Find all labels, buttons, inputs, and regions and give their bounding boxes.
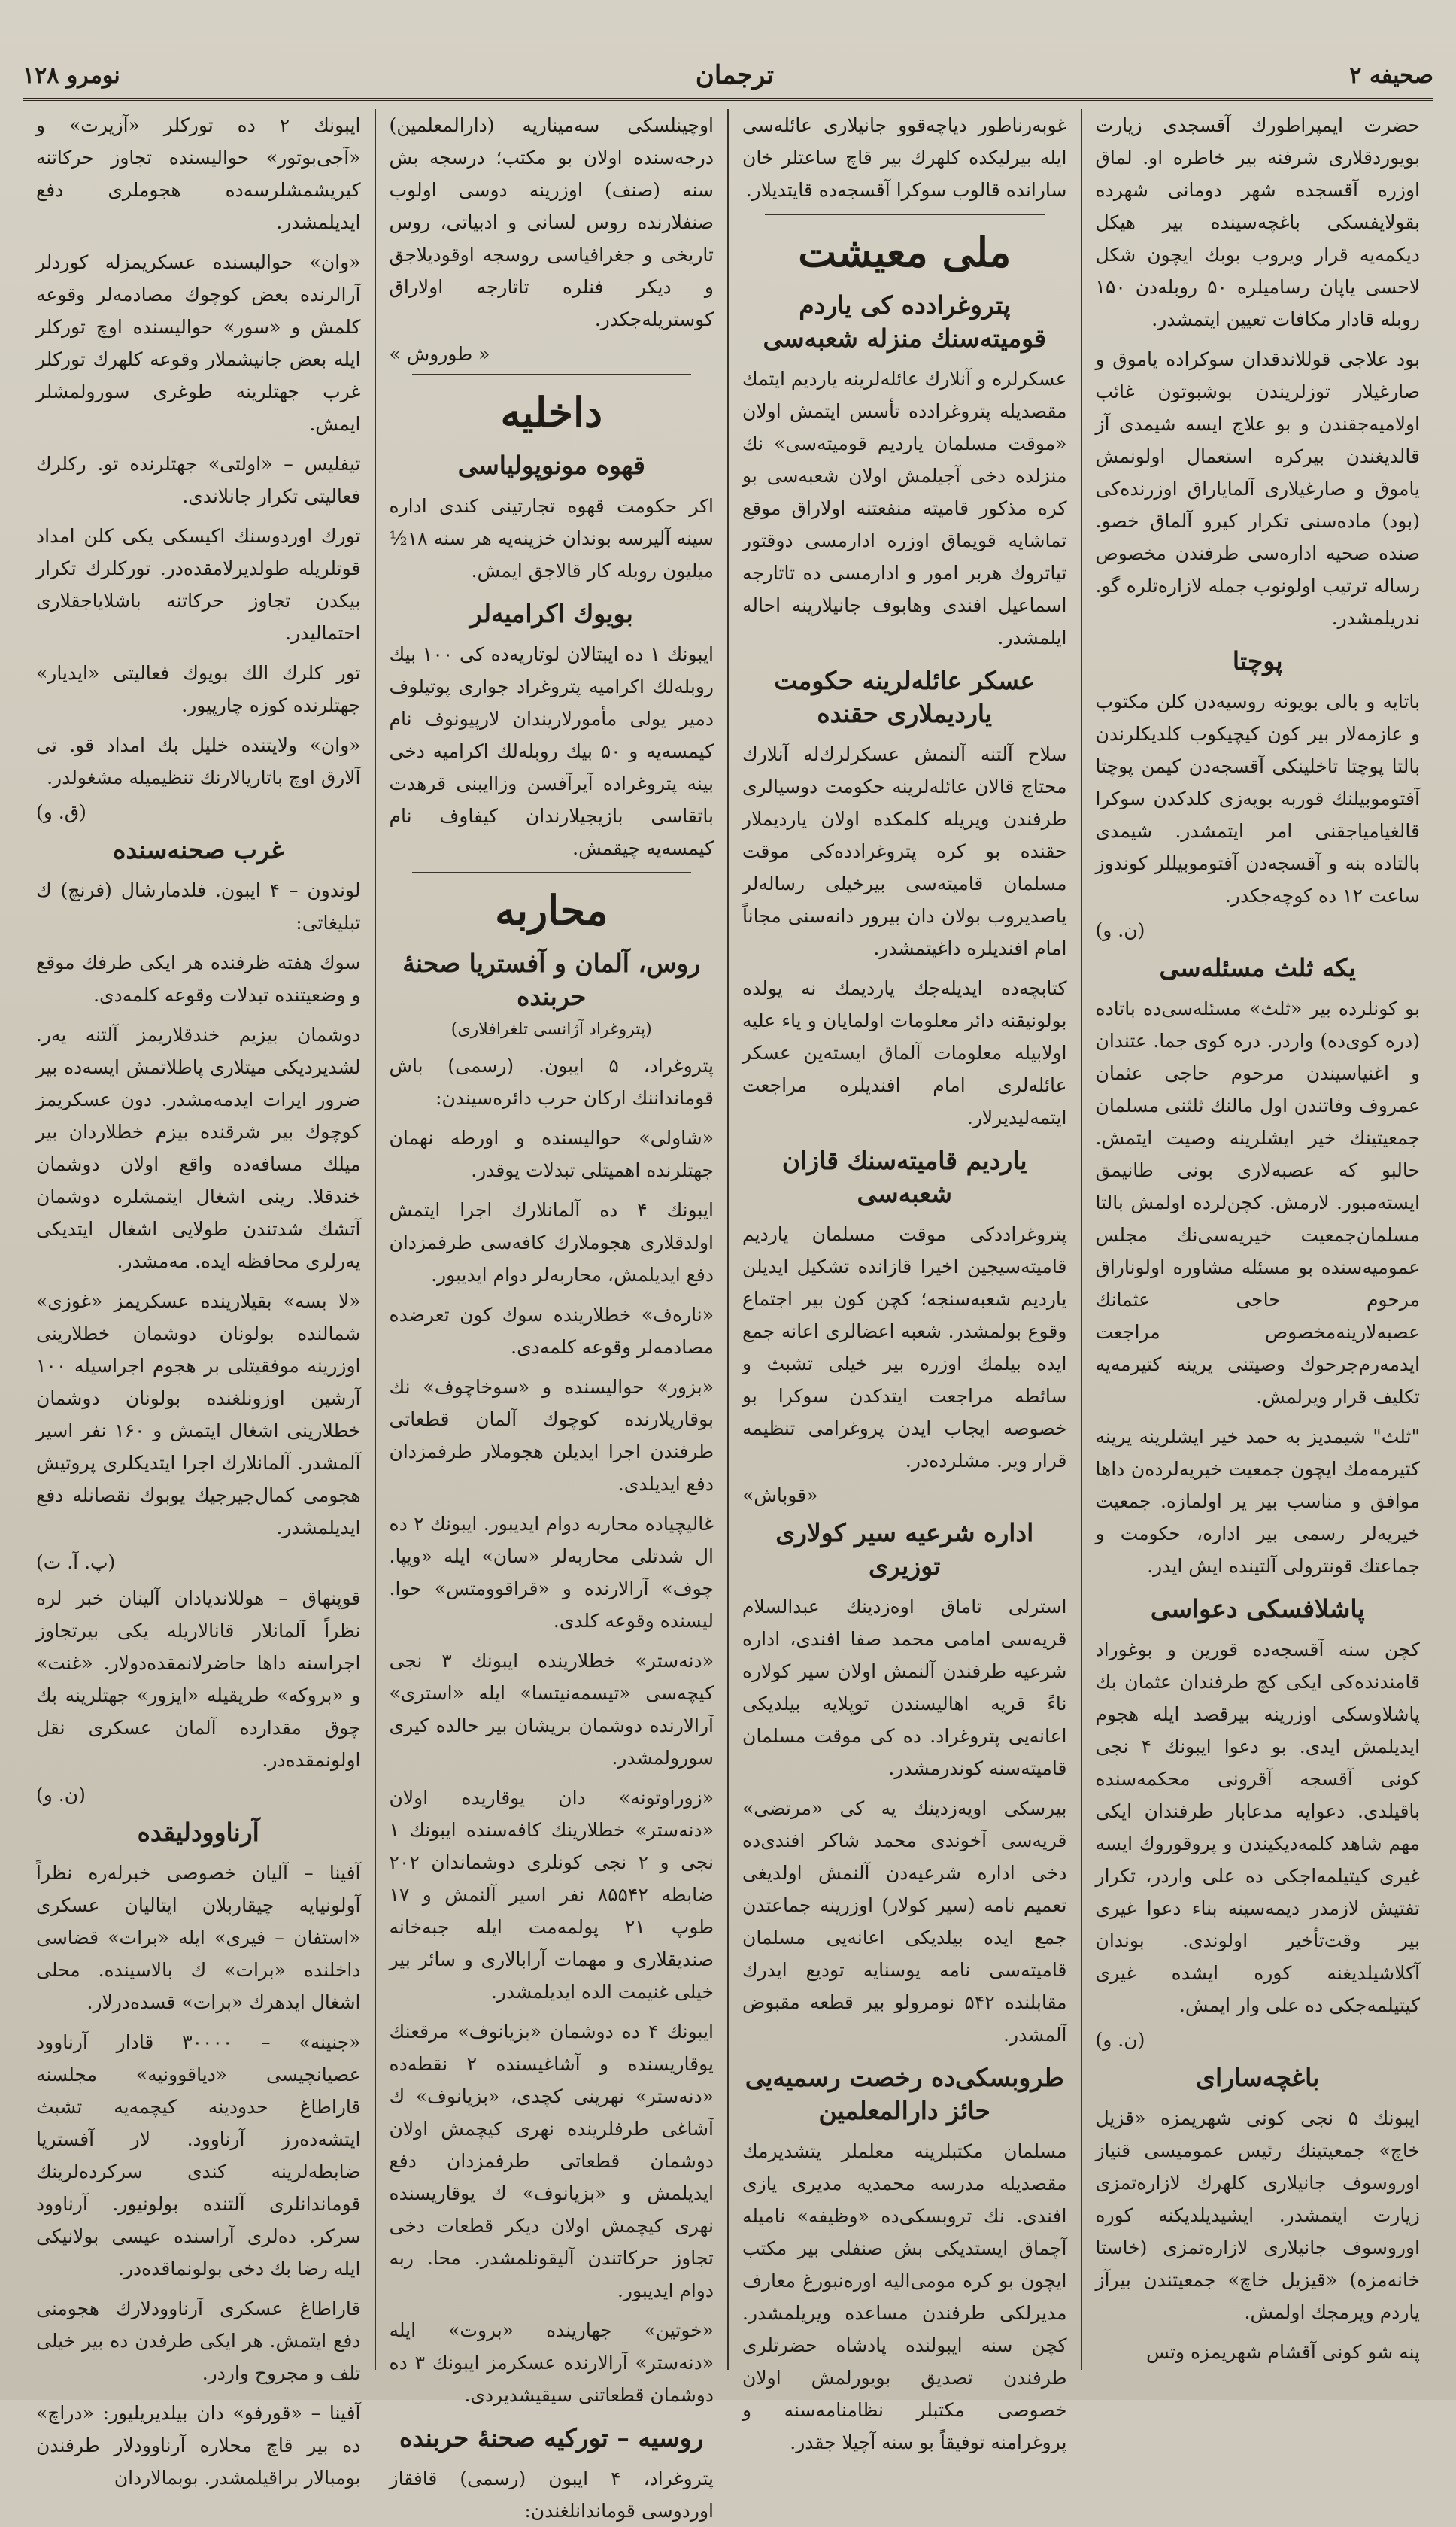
article-signature: «قوباش» <box>742 1484 818 1506</box>
section-heading: غرب صحنه‌سنده <box>113 835 284 864</box>
article-paragraph: ایبونك ۱ ده ایبتالان لوتاریه‌ده كی ۱۰۰ بیك روبله‌لك اكرامیه پتروغراد جواری پوتیلوف دمیر یولی مأمورلاریندان لارپیونوف نام كیمسه‌یه و ۵۰ بیك روبله‌لك اكرامیه دخی بینه پتروغراده آیرآفسن وزاایبنی قرهدت باتقاسی بازیجیلارندان كیفاوف نام كیمسه‌یه چیقمش. <box>389 643 714 859</box>
section-heading: پاشلافسكی دعواسی <box>1150 1594 1365 1623</box>
article-paragraph: بود علاجی قوللاندقدان سوكراده یاموق و صارغیلار توزلریندن بوشبوتون غائب اولامیه‌جقندن و بو علاج ایسه شیمدی آز قالدیغندن بیركره استعمال اولونمش یاموق و صارغیلاری آلمایاراق اوزرنده‌كی (بود) ماده‌سنی تكرار كیرو آلماق خصو. صنده صحیه اداره‌سی طرفندن مخصوص رساله ترتیب اولونوب جمله لازاره‌تلره گو. ندریلمشدر. <box>1095 348 1420 629</box>
section-heading: پوچتا <box>1232 646 1283 676</box>
column-4 <box>23 109 375 2489</box>
article-heading: یاردیم قامیته‌سنك قازان شعبه‌سی <box>781 1146 1027 1208</box>
article-paragraph: لوندون – ۴ ایبون. فلدمارشال (فرنچ) ك تبلیغاتی: <box>36 879 361 934</box>
article-paragraph: اكر حكومت قهوه تجارتینی كندی اداره سینه آلیرسه بوندان خزینه‌یه هر سنه ۱۸½ میلیون روبله كار قالاجق ایمش. <box>389 495 714 582</box>
article-paragraph: عسكرلره و آنلارك عائله‌لرینه یاردیم ایتمك مقصدیله پتروغرادده تأسس ایتمش اولان «موقت مسلمان یاردیم قومیته‌سی» نك منزلده دخی آجیلمش اولان شعبه‌سی‌ بو كره مذكور قامیته منفعتنه اولاراق موقع تماشایه قویماق اوزره ادارمسی دوقتور تیاتروك هربر امور و ادارمسی ده تاتارجه اسماعیل افندی وهابوف جانیلارینه احاله ایلمشدر. <box>742 368 1067 648</box>
article-heading: عسكر عائله‌لرینه حكومت یاردیملاری حقنده <box>774 666 1036 728</box>
divider <box>412 374 692 375</box>
article-paragraph: تور كلرك الك بویوك فعالیتی «ایدیار» جهتلرنده كوزه چارپیور. <box>36 662 361 716</box>
article-paragraph: تیفلیس – «اولتی» جهتلرنده تو. ركلرك فعالیتی تكرار جانلاندی. <box>36 453 361 507</box>
article-paragraph: «وان» ولایتنده خلیل بك امداد قو. تی آلارق اوچ باتاریا‌لارنك تنظیمیله مشغولدر. <box>36 734 361 788</box>
article-signature: (پ. آ. ت) <box>36 1551 116 1573</box>
article-paragraph: غوبه‌رناطور دیاچه‌قوو جانیلاری عائله‌سی ایله بیرلیكده كلهرك بیر قاچ ساعتلر خان سارانده قالوب سوكرا آقسجه‌ده قایتدیلار. <box>742 114 1067 201</box>
divider <box>765 214 1045 215</box>
section-heading: آرناوودلیقده <box>137 1818 259 1847</box>
article-paragraph: بیرسكی اویه‌زدینك یه‌ كی «مرتضی» قریه‌سی آخوندی محمد شاكر افندی‌ده دخی اداره شرعیه‌دن آلنمش اولدیغی تعمیم نامه (سیر كولار) اوزرینه جماعتدن جمع ایده بیلدیكی اعانه‌یی مسلمان قامیته‌سی نامه یوسنایه تودیع ایدرك مقابلنده ۵۴۲ نومرولو بیر قطعه مقبوض آلمشدر. <box>742 1797 1067 2046</box>
section-heading: باغچه‌سارای <box>1196 2063 1320 2092</box>
article-paragraph: ایبونك ۴ ده آلمانلارك اجرا ایتمش اولدقلاری هجوملارك كافه‌سی طرفمزدان دفع ایدیلمش، محاربه‌لر دوام ایدیبور. <box>389 1199 714 1286</box>
article-paragraph: پتروغراد، ۴ ایبون (رسمی) قافقاز اوردوسی قوماندانلغندن: <box>389 2468 714 2522</box>
article-paragraph: ایبونك ۴ ده دوشمان «بزیانوف» مرقعنك یوقاریسنده و آشاغیسنده ۲ نقطه‌ده «دنه‌ستر» نهرینی كچدی، «بزیانوف» ك آشاغی طرفلرینده نهری كیچمش اولان دوشمان قطعاتی طرفمزدان دفع ایدیلمش و «بزیانوف» ك یوقاریسنده نهری كیچمش اولان دیكر قطعات دخی تجاوز حركاتندن آلیقونلمشدر. محا. ربه دوام ایدیبور. <box>389 2021 714 2301</box>
article-paragraph: آفینا – آلیان خصوصی خبرله‌ره نظراً آولونیایه چیقاربلان ایتالیان عسكری «استفان – فیری» ایله «برات» قضاسی داخلنده «برات» ك بالاسینده. محلی اشغال ایدهرك «برات» قسده‌درلار. <box>36 1862 361 2013</box>
page-label: صحیفه ۲ <box>1349 62 1433 89</box>
article-paragraph: پتروغراد، ۵ ایبون. (رسمی) باش قومانداننك اركان حرب دائره‌سیندن: <box>389 1055 714 1109</box>
article-paragraph: پتروغراددكی موقت مسلمان یاردیم قامیته‌سیجین اخیرا قازانده تشكیل ایدیلن یاردیم شعبه‌سنجه؛ كچن كون بیر اجتماع وقوع بولمشدر. شعبه اعضالری اعانه جمع ایده بیلمك اوزره بیر خیلی تشبث و سائطه مراجعت ایتدكدن سوكرا بو خصوصه ایجاب ایدن پروغرامی تنظیمه قرار ویر. مشلرده‌در. <box>742 1223 1067 1472</box>
divider <box>412 872 692 873</box>
article-paragraph: «خوتین» جهارینده «بروت» ایله «دنه‌ستر» آرالارنده عسكرمز ایبونك ۳ ده دوشمان قطعاتنی سیقیشدیردی. <box>389 2319 714 2406</box>
article-paragraph: كتابچه‌ده ایدیله‌جك یاردیمك نه یولده بولونیقنه دائر معلومات اولمایان و یا‌ء علیه اولابیله معلومات آلماق ایسته‌ین عسكر عائله‌لری امام افندیلره مراجعت ایتمه‌لیدیرلار. <box>742 977 1067 1128</box>
column-1 <box>1081 109 1434 2370</box>
newspaper-title: ترجمان <box>695 60 775 90</box>
section-heading: محاربه <box>495 886 608 934</box>
article-signature: (ن. و) <box>36 1784 86 1806</box>
article-paragraph: ایبونك ۵ نجی كونی شهریمزه «قزیل خاچ» جمعیتینك رئیس عمومیسی قنیاز اوروسوف جانیلاری كلهرك لازاره‌تمزی زیارت ایتمشدر. ایشیدیلدیكنه كوره اوروسوف جانیلاری لازاره‌تمزی (خاستا خانه‌مزه) «قیزیل خاچ» جمعیتندن بیرآز یاردم ویرمجك اولمش. <box>1095 2107 1420 2323</box>
article-paragraph: اوچینلسكی سه‌میناریه (دارالمعلمین) درجه‌سنده اولان بو مكتب؛ درسجه بش سنه (صنف) اوزرینه دوسی اولوب صنفلارنده روس لسانی و ادبیاتی، روس تاریخی و جغرافیاسی روسجه اوقودیلاجق و دیكر فنلره تاتارجه اولاراق كوستریله‌جكدر. <box>389 114 714 330</box>
article-paragraph: مسلمان مكتبلرینه معلملر یتشدیرمك مقصدیله مدرسه محمدیه مدیری یازی افندی. نك تروبسكی‌ده «وظیفه» نامیله آچماق ایستدیكی بش صنفلی بیر مكتب ایچون بو كره مومی‌الیه اوره‌نبورغ معارف مدیرلكی طرفندن مساعده ویریلمشدر. كچن سنه ایبولنده پادشاه حضرتلری طرفندن تصدیق بویورلمش اولان خصوصی مكتبلر نظامنامه‌سنه و پروغرامنه توفیقاً بو سنه آچیلا جقدر. <box>742 2140 1067 2453</box>
article-heading: قهوه مونوپولیاسی <box>457 451 645 480</box>
article-paragraph: سلاح آلتنه آلنمش عسكرلرك‌له آنلارك محتاج قالان عائله‌لرینه حكومت دوسیالری طرفندن ویریله كلمكده اولان یاردیملار حقنده بو كره پتروغرادده‌كی موقت مسلمان قامیته‌سی بیر‌خیلی رساله‌لر یاصدیروب بولان دان بیرور دانه‌سنی مجاناً امام افندیلره داغیتمشدر. <box>742 743 1067 959</box>
columns <box>23 109 1433 2522</box>
article-heading: پتروغرادده كی یاردم قومیته‌سنك منزله شعبه‌سی <box>763 290 1046 353</box>
article-paragraph: استرلی تاماق اوه‌زدینك عبدالسلام قریه‌سی امامی محمد صفا افندی، اداره شرعیه طرفندن آلنمش اولان سیر كولاره ناءً قریه اهالیسندن توپلایه بیلدیكی اعانه‌یی پتروغراد. ده كی موقت مسلمان قامیته‌سنه كوندرمشدر. <box>742 1596 1067 1779</box>
article-signature: (ن. و) <box>1095 919 1145 941</box>
issue-number: نومرو ۱۲۸ <box>23 62 120 89</box>
article-paragraph: «شاولی» حوالیسنده و اورطه نهمان جهتلرنده اهمیتلی تبدلات یوقدر. <box>389 1127 714 1181</box>
article-paragraph: قاراطاغ عسكری آرناوودلارك هجومنی دفع ایتمش. هر ایكی طرفدن ده بیر خیلی تلف و مجروح واردر. <box>36 2298 361 2384</box>
article-paragraph: «ناره‌ف» خطلارینده سوك كون تعرضده مصادمه‌لر وقوعه كلمه‌دی. <box>389 1304 714 1358</box>
masthead <box>23 53 1433 101</box>
section-heading: یكه ثلث مسئله‌سی <box>1159 953 1356 983</box>
article-paragraph: حضرت ایمپراطورك آقسجدی زیارت بویوردقلاری شرفنه بیر خاطره او. لماق اوزره آقسجده شهر دومانی شهرده بقولایفسكی باغچه‌سینده بیر هیكل دیكمه‌یه قرار ویروب بوبك ایچون شكل لاحسی یاپان رسامیلره ۵۰ روبله‌دن ۱۵۰ روبله قادار مكافات تعیین ایتمشدر. <box>1095 114 1420 330</box>
section-heading: داخلیه <box>500 388 603 436</box>
article-paragraph: ایبونك ۲ ده توركلر «آزیرت» و «آجی‌بوتور» حوالیسنده تجاوز حركاتنه كیریشمشلرسه‌ده هجوملری دفع ایدیلمشدر. <box>36 114 361 233</box>
article-paragraph: «وان» حوالیسنده عسكریمزله كوردلر آرالرنده بعض كوچوك مصادمه‌لر وقوعه كلمش و «سور» حوالیسنده اوچ توركلر ایله بعض جانیشملار وقوعه كلهرك توركلر غرب جهتلرینه طوغری سورولمشلر ایمش. <box>36 251 361 435</box>
article-paragraph: آفینا – «قورفو» دان بیلدیریلیور: «دراچ» ده بیر قاچ محلاره آرناوودلار طرفندن بومبالار براقیلمشدر. بوبمالاردان <box>36 2402 361 2489</box>
article-paragraph: كچن سنه آقسجه‌ده قورین و بوغوراد قامندنده‌كی ایكی كچ طرفندان عثمان بك پاشلاوسكی اوزرینه بیر‌قصد ایله هجوم ایدیلمش ایدی. بو دعوا ایبونك ۴ نجی كونی آقسجه آقرونی محكمه‌سنده باقیلدی. دعوایه مدعا‌بار طرفندان ایكی مهم شاهد كلمه‌دیكیندن و پروقوروك ایسه غیری كیتیلمه‌اجكی ده علی واردر، تكرار تفتیش لازمدر دیمه‌سینه بنا‌ء دعوا غیری بیر وقت‌تأخیر اولوندی. بوندان آكلاشیلدیغنه كوره ایشده غیری كیتیلمه‌جكی ده علی وار ایمش. <box>1095 1639 1420 2016</box>
article-heading: اداره شرعیه سیر كولاری توزیری <box>775 1518 1034 1581</box>
article-subheading: (پتروغراد آژانسی تلغرافلاری) <box>450 1020 652 1039</box>
article-paragraph: «لا بسه» بقیلارینده عسكریمز «غوزی» شمالنده بولونان دوشمان خطلارینی اوزرینه موفقیتلی بر هجوم اجراسیله ۱۰۰ آرشین اوزونلغنده بولونان دوشمان خطلارینی اشغال ایتمش و ۱۶۰ نفر اسیر آلمشدر. آلمانلارك اجرا ایتدیكلری پروتیش هجومی كمال‌جیرجیك یوبوك نقصانله دفع ایدیلمشدر. <box>36 1290 361 1538</box>
article-paragraph: دوشمان بیزیم خندقلاریمز آلتنه یه‌ر. لشدیردیكی میتلاری پاطلاتمش ایسه‌ده بیر ضرور ایرات ایدمه‌مشدر. دون عسكریمز كوچوك بیر شرقنده بیزم خطلاردان بیر میلك مسافه‌ده واقع اولان دوشمان خندقلا. رینی اشغال ایتمشلره دوشمان آتشك شدتندن طولایی اشغال ایتدیكی یه‌رلری محافظه ایده. مه‌مشدر. <box>36 1024 361 1272</box>
article-paragraph: «جنینه» – ۳۰۰۰۰ قادار آرناوود عصیانچیسی «دیاقوونیه» مجلسنه قاراطاغ حدودینه كیچمه‌یه تشبث ایتشه‌ده‌رز آرناوود. لار آفستریا ضابطه‌لرینه كندی سركرده‌لرینك قوماندانلری آلتنده بولونیور. آرناوود سركر. ده‌لری آراسنده عیسی بولانیكی ایله رضا بك دخی بولونماقده‌در. <box>36 2031 361 2279</box>
article-paragraph: قوپنهاق – هوللاندیادان آلینان خبر لره نظراً آلمانلار قانالاریله یكی بیرتجاوز اجراسنه داها حاضرلانمقده‌دولار. «غنت» و «بروكه» طریقیله «ایزور» جهتلرینه بك چوق مقدارده آلمان عسكری نقل اولونمقده‌در. <box>36 1587 361 1771</box>
article-heading: طروبسكی‌ده رخصت رسمیه‌یی حائز دارالمعلمین <box>745 2063 1064 2125</box>
article-signature: (ن. و) <box>1095 2029 1145 2051</box>
article-paragraph: تورك اوردوسنك اكیسكی یكی كلن امداد قوتلریله طولدیرلامقده‌در. توركلرك تكرار بیكدن تجاوز حركاتنه باشلایاجقلاری احتمالیدر. <box>36 525 361 644</box>
article-paragraph: غالیچیاده محاربه دوام ایدیبور. ایبونك ۲ ده ال شدتلی محاربه‌لر «سان» ایله «ویپا. چوف» آرالارنده و «قراقوومتس» حوا. لیسنده وقوعه كلدی. <box>389 1513 714 1632</box>
article-paragraph: «بزور» حوالیسنده و «سوخاچوف» نك بوقاریلارنده كوچوك آلمان قطعاتی طرفندن اجرا ایدیلن هجوملار طرفمزدان دفع ایدیلدی. <box>389 1376 714 1495</box>
article-paragraph: پنه شو كونی آقشام شهریمزه وتس <box>1146 2341 1420 2363</box>
article-paragraph: سوك هفته ظرفنده هر ایكی طرفك موقع و وضعیتنده تبدلات وقوعه كلمه‌دی. <box>36 952 361 1006</box>
article-paragraph: «زورا‌وتونه» دان یوقاریده اولان «دنه‌ستر» خطلارینك كافه‌سنده ایبونك ۱ نجی و ۲ نجی كونلری دوشماندان ۲۰۲ ضابطه ۸۵۵۴۲ نفر اسیر آلنمش و ۱۷ طوپ ۲۱ پولمه‌مت ایله جبه‌خانه صندیقلاری و مهمات آرابالاری و سائر بیر خیلی غنیمت الده ایدیلمشدر. <box>389 1787 714 2003</box>
section-heading: ملی معیشت <box>798 228 1012 276</box>
article-signature: (ق. و) <box>36 801 86 823</box>
article-heading: روسیه – توركیه صحنۀ حربنده <box>399 2423 704 2453</box>
column-3 <box>375 109 728 2522</box>
article-heading: روس، آلمان و آفستریا صحنۀ حربنده <box>402 949 701 1011</box>
article-signature: « طوروش » <box>389 343 490 365</box>
column-2 <box>727 109 1081 2453</box>
article-paragraph: «دنه‌ستر» خطلارینده ایبونك ۳ نجی كیچه‌سی «تیسمه‌نیتسا» ایله «استری» آرالارنده دوشمان بریشان بیر حالده كیری سورولمشدر. <box>389 1650 714 1769</box>
article-paragraph: "ثلث" شیمدیز به حمد خیر ایشلرینه یرینه كتیرمه‌مك ایچون جمعیت خیریه‌لرده‌ن داها موافق و مناسب بیر یر اولمازه. جمعیت خیریه‌لر رسمی بیر اداره، حكومت و جماعتك قونترولی آلتینده ایش ایدر. <box>1095 1426 1420 1577</box>
article-paragraph: بو كونلرده بیر «ثلث» مسئله‌سی‌ده باتاده (دره كوی‌ده) واردر. دره كوی جما. عتندان و اغنیاسیندن مرحوم حاجی عثمان عمروف وفاتندن اول مالنك ثلثنی مسلمان جمعیتینك خیر ایشلرینه وصیت ایتمش. حالبو كه عصبه‌لاری بونی طانیمق ایسته‌مبور. لارمش. كچن‌لرده اولمش بالتا مسلمان‌جمعیت خیریه‌سی‌نك مجلس عمومیه‌سنده بو مسئله مشاوره اولوناراق مرحوم حاجی عثمانك عصبه‌لارینه‌مخصوص مراجعت ایدمه‌رم‌جرحوك وصیتنی یرینه كتیرمه‌یه تكلیف قرار ویرلمش. <box>1095 998 1420 1408</box>
article-paragraph: باتایه و بالی بویونه روسیه‌دن كلن مكتوب و عازمه‌لار بیر كون كیچیكوب كلدیكلرندن بالتا پوچتا تاخلینكی آقسجه‌دن كیمن پوچتا آفتوموبیلنك قوربه بویه‌زی كلدكدن سوكرا قالغیامیاجقنی امر ایتمشدر. شیمدی بالتاده بنه و آقسجه‌دن آفتوموبیللر كوندوز ساعت ۱۲ ده كوچه‌جكدر. <box>1095 691 1420 907</box>
article-heading: بویوك اكرامیه‌لر <box>469 599 633 628</box>
